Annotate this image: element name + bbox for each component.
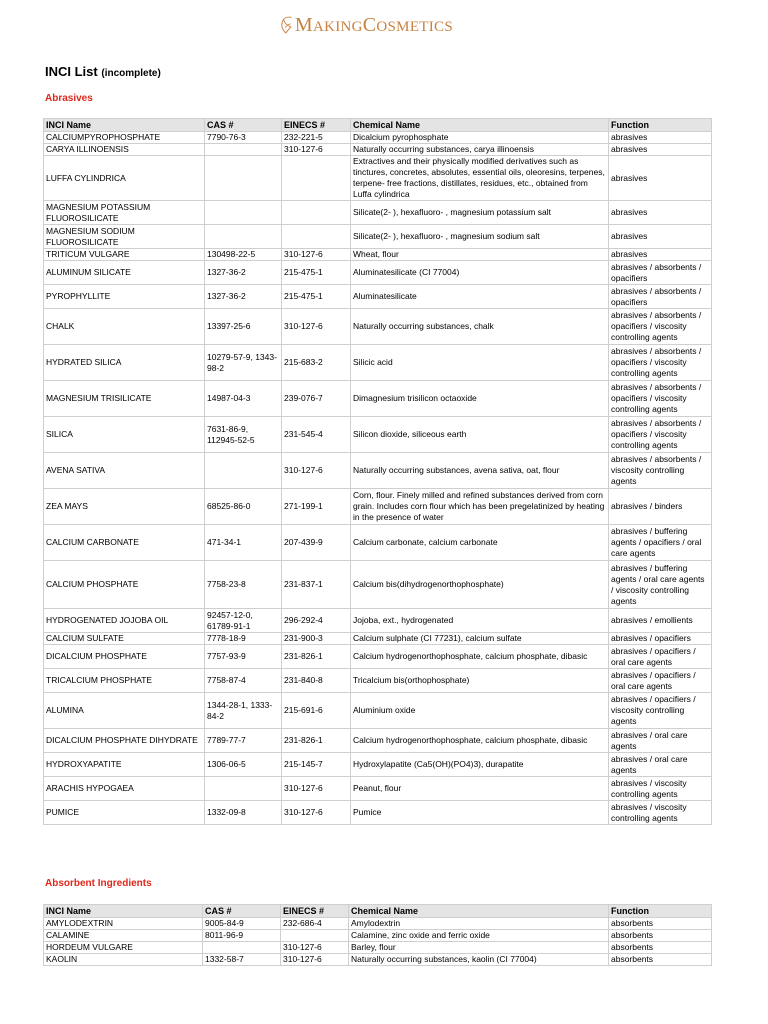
- abrasives-table-body: [44, 132, 712, 825]
- cas-cell: 13397-25-6: [205, 309, 282, 345]
- chemical-name-cell: Aluminium oxide: [351, 693, 609, 729]
- einecs-cell: 207-439-9: [282, 525, 351, 561]
- einecs-cell: 239-076-7: [282, 381, 351, 417]
- einecs-cell: 310-127-6: [282, 777, 351, 801]
- function-cell: abrasives / opacifiers / oral care agents: [609, 669, 712, 693]
- function-cell: abrasives: [609, 225, 712, 249]
- absorbents-table: [43, 904, 712, 966]
- column-header-cas: CAS #: [203, 905, 281, 918]
- einecs-cell: 310-127-6: [281, 954, 349, 966]
- function-cell: abrasives / oral care agents: [609, 729, 712, 753]
- einecs-cell: [281, 930, 349, 942]
- inci-name-cell: MAGNESIUM TRISILICATE: [44, 381, 205, 417]
- chemical-name-cell: Barley, flour: [349, 942, 609, 954]
- function-cell: abrasives / absorbents / viscosity controlling agents: [609, 453, 712, 489]
- table-row: [44, 489, 712, 525]
- inci-name-cell: HYDROGENATED JOJOBA OIL: [44, 609, 205, 633]
- cas-cell: [205, 453, 282, 489]
- table-row: [44, 645, 712, 669]
- chemical-name-cell: Tricalcium bis(orthophosphate): [351, 669, 609, 693]
- table-row: [44, 525, 712, 561]
- table-row: [44, 453, 712, 489]
- chemical-name-cell: Jojoba, ext., hydrogenated: [351, 609, 609, 633]
- chemical-name-cell: Naturally occurring substances, carya illinoensis: [351, 144, 609, 156]
- inci-name-cell: CALCIUMPYROPHOSPHATE: [44, 132, 205, 144]
- function-cell: abrasives / emollients: [609, 609, 712, 633]
- inci-name-cell: HYDROXYAPATITE: [44, 753, 205, 777]
- table-row: [44, 201, 712, 225]
- einecs-cell: [282, 201, 351, 225]
- inci-name-cell: HORDEUM VULGARE: [44, 942, 203, 954]
- chemical-name-cell: Calcium hydrogenorthophosphate, calcium phosphate, dibasic: [351, 645, 609, 669]
- cas-cell: 7631-86-9, 112945-52-5: [205, 417, 282, 453]
- page-subtitle: (incomplete): [101, 68, 161, 79]
- inci-name-cell: PUMICE: [44, 801, 205, 825]
- table-row: [44, 954, 712, 966]
- chemical-name-cell: Naturally occurring substances, chalk: [351, 309, 609, 345]
- table-row: [44, 753, 712, 777]
- inci-name-cell: DICALCIUM PHOSPHATE DIHYDRATE: [44, 729, 205, 753]
- chemical-name-cell: Aluminatesilicate (CI 77004): [351, 261, 609, 285]
- einecs-cell: 231-826-1: [282, 645, 351, 669]
- inci-name-cell: ALUMINA: [44, 693, 205, 729]
- section-title-abrasives: Abrasives: [45, 93, 93, 104]
- column-header-einecs: EINECS #: [281, 905, 349, 918]
- inci-name-cell: CHALK: [44, 309, 205, 345]
- inci-name-cell: AVENA SATIVA: [44, 453, 205, 489]
- function-cell: abrasives / buffering agents / oral care agents / viscosity controlling agents: [609, 561, 712, 609]
- column-header-cas: CAS #: [205, 119, 282, 132]
- page-title-text: INCI List: [45, 64, 98, 79]
- inci-name-cell: ZEA MAYS: [44, 489, 205, 525]
- einecs-cell: 310-127-6: [282, 801, 351, 825]
- inci-name-cell: ALUMINUM SILICATE: [44, 261, 205, 285]
- inci-name-cell: CARYA ILLINOENSIS: [44, 144, 205, 156]
- function-cell: abrasives / absorbents / opacifiers: [609, 285, 712, 309]
- function-cell: abrasives / viscosity controlling agents: [609, 801, 712, 825]
- cas-cell: 10279-57-9, 1343-98-2: [205, 345, 282, 381]
- cas-cell: 9005-84-9: [203, 918, 281, 930]
- einecs-cell: 296-292-4: [282, 609, 351, 633]
- einecs-cell: 231-545-4: [282, 417, 351, 453]
- chemical-name-cell: Aluminatesilicate: [351, 285, 609, 309]
- table-row: [44, 381, 712, 417]
- table-row: [44, 561, 712, 609]
- column-header-function: Function: [609, 905, 712, 918]
- inci-name-cell: LUFFA CYLINDRICA: [44, 156, 205, 201]
- cas-cell: 14987-04-3: [205, 381, 282, 417]
- cas-cell: 1327-36-2: [205, 285, 282, 309]
- einecs-cell: 310-127-6: [282, 144, 351, 156]
- function-cell: abrasives / absorbents / opacifiers / viscosity controlling agents: [609, 381, 712, 417]
- cas-cell: 1327-36-2: [205, 261, 282, 285]
- chemical-name-cell: Dicalcium pyrophosphate: [351, 132, 609, 144]
- section-title-absorbents: Absorbent Ingredients: [45, 878, 152, 889]
- inci-name-cell: CALCIUM CARBONATE: [44, 525, 205, 561]
- einecs-cell: 231-900-3: [282, 633, 351, 645]
- einecs-cell: 232-221-5: [282, 132, 351, 144]
- chemical-name-cell: Calcium carbonate, calcium carbonate: [351, 525, 609, 561]
- chemical-name-cell: Naturally occurring substances, kaolin (CI 77004): [349, 954, 609, 966]
- cas-cell: 1332-09-8: [205, 801, 282, 825]
- function-cell: absorbents: [609, 918, 712, 930]
- makingcosmetics-logo: [278, 8, 453, 42]
- function-cell: abrasives / oral care agents: [609, 753, 712, 777]
- einecs-cell: 310-127-6: [281, 942, 349, 954]
- function-cell: abrasives / viscosity controlling agents: [609, 777, 712, 801]
- inci-name-cell: KAOLIN: [44, 954, 203, 966]
- cas-cell: 7789-77-7: [205, 729, 282, 753]
- table-row: [44, 225, 712, 249]
- table-row: [44, 132, 712, 144]
- chemical-name-cell: Amylodextrin: [349, 918, 609, 930]
- cas-cell: [205, 777, 282, 801]
- chemical-name-cell: Calcium hydrogenorthophosphate, calcium phosphate, dibasic: [351, 729, 609, 753]
- cas-cell: [205, 225, 282, 249]
- einecs-cell: 231-826-1: [282, 729, 351, 753]
- einecs-cell: 215-475-1: [282, 261, 351, 285]
- chemical-name-cell: Silicic acid: [351, 345, 609, 381]
- table-row: [44, 417, 712, 453]
- cas-cell: 8011-96-9: [203, 930, 281, 942]
- function-cell: absorbents: [609, 930, 712, 942]
- function-cell: abrasives / absorbents / opacifiers / viscosity controlling agents: [609, 417, 712, 453]
- table-row: [44, 729, 712, 753]
- table-row: [44, 930, 712, 942]
- cas-cell: 1344-28-1, 1333-84-2: [205, 693, 282, 729]
- function-cell: abrasives: [609, 144, 712, 156]
- column-header-einecs: EINECS #: [282, 119, 351, 132]
- absorbents-table-body: [44, 918, 712, 966]
- inci-name-cell: ARACHIS HYPOGAEA: [44, 777, 205, 801]
- table-row: [44, 777, 712, 801]
- table-row: [44, 345, 712, 381]
- chemical-name-cell: Calcium bis(dihydrogenorthophosphate): [351, 561, 609, 609]
- function-cell: abrasives: [609, 132, 712, 144]
- function-cell: abrasives / absorbents / opacifiers / viscosity controlling agents: [609, 345, 712, 381]
- brand-name: MAKINGCOSMETICS: [294, 13, 453, 36]
- function-cell: absorbents: [609, 942, 712, 954]
- function-cell: abrasives: [609, 201, 712, 225]
- inci-name-cell: CALCIUM SULFATE: [44, 633, 205, 645]
- inci-name-cell: SILICA: [44, 417, 205, 453]
- einecs-cell: 271-199-1: [282, 489, 351, 525]
- chemical-name-cell: Calamine, zinc oxide and ferric oxide: [349, 930, 609, 942]
- cas-cell: 1306-06-5: [205, 753, 282, 777]
- column-header-inci-name: INCI Name: [44, 905, 203, 918]
- column-header-chemical-name: Chemical Name: [351, 119, 609, 132]
- chemical-name-cell: Wheat, flour: [351, 249, 609, 261]
- cas-cell: 68525-86-0: [205, 489, 282, 525]
- inci-name-cell: TRICALCIUM PHOSPHATE: [44, 669, 205, 693]
- inci-name-cell: CALCIUM PHOSPHATE: [44, 561, 205, 609]
- table-row: [44, 249, 712, 261]
- einecs-cell: 310-127-6: [282, 309, 351, 345]
- cas-cell: [205, 144, 282, 156]
- chemical-name-cell: Silicon dioxide, siliceous earth: [351, 417, 609, 453]
- inci-name-cell: CALAMINE: [44, 930, 203, 942]
- einecs-cell: 215-683-2: [282, 345, 351, 381]
- einecs-cell: 310-127-6: [282, 249, 351, 261]
- chemical-name-cell: Naturally occurring substances, avena sativa, oat, flour: [351, 453, 609, 489]
- table-row: [44, 942, 712, 954]
- einecs-cell: 215-691-6: [282, 693, 351, 729]
- function-cell: abrasives / opacifiers: [609, 633, 712, 645]
- column-header-chemical-name: Chemical Name: [349, 905, 609, 918]
- table-row: [44, 144, 712, 156]
- cas-cell: 7778-18-9: [205, 633, 282, 645]
- chemical-name-cell: Calcium sulphate (CI 77231), calcium sulfate: [351, 633, 609, 645]
- cas-cell: 92457-12-0, 61789-91-1: [205, 609, 282, 633]
- leaf-logo-icon: [278, 10, 294, 40]
- einecs-cell: 231-837-1: [282, 561, 351, 609]
- function-cell: absorbents: [609, 954, 712, 966]
- table-row: [44, 285, 712, 309]
- table-row: [44, 693, 712, 729]
- function-cell: abrasives / absorbents / opacifiers: [609, 261, 712, 285]
- table-row: [44, 609, 712, 633]
- inci-name-cell: MAGNESIUM POTASSIUM FLUOROSILICATE: [44, 201, 205, 225]
- chemical-name-cell: Pumice: [351, 801, 609, 825]
- table-row: [44, 309, 712, 345]
- einecs-cell: [282, 156, 351, 201]
- function-cell: abrasives: [609, 156, 712, 201]
- function-cell: abrasives / buffering agents / opacifiers / oral care agents: [609, 525, 712, 561]
- table-row: [44, 801, 712, 825]
- table-header-row: [44, 905, 712, 918]
- cas-cell: 1332-58-7: [203, 954, 281, 966]
- table-row: [44, 669, 712, 693]
- chemical-name-cell: Silicate(2- ), hexafluoro- , magnesium sodium salt: [351, 225, 609, 249]
- einecs-cell: 232-686-4: [281, 918, 349, 930]
- chemical-name-cell: Hydroxylapatite (Ca5(OH)(PO4)3), durapatite: [351, 753, 609, 777]
- cas-cell: 7758-87-4: [205, 669, 282, 693]
- inci-name-cell: MAGNESIUM SODIUM FLUOROSILICATE: [44, 225, 205, 249]
- chemical-name-cell: Extractives and their physically modified derivatives such as tinctures, concretes, absolutes, essential oils, oleoresins, terpenes, terpene- free fractions, distillates, residues, etc., obtained from Luffa cylindrica: [351, 156, 609, 201]
- function-cell: abrasives / opacifiers / oral care agents: [609, 645, 712, 669]
- cas-cell: 7757-93-9: [205, 645, 282, 669]
- abrasives-table: [43, 118, 712, 825]
- inci-name-cell: AMYLODEXTRIN: [44, 918, 203, 930]
- table-row: [44, 156, 712, 201]
- chemical-name-cell: Silicate(2- ), hexafluoro- , magnesium potassium salt: [351, 201, 609, 225]
- cas-cell: [205, 201, 282, 225]
- inci-name-cell: DICALCIUM PHOSPHATE: [44, 645, 205, 669]
- column-header-inci-name: INCI Name: [44, 119, 205, 132]
- cas-cell: 471-34-1: [205, 525, 282, 561]
- table-row: [44, 918, 712, 930]
- function-cell: abrasives: [609, 249, 712, 261]
- table-row: [44, 633, 712, 645]
- einecs-cell: [282, 225, 351, 249]
- page-title: [45, 64, 161, 79]
- table-header-row: [44, 119, 712, 132]
- inci-name-cell: HYDRATED SILICA: [44, 345, 205, 381]
- cas-cell: [205, 156, 282, 201]
- chemical-name-cell: Dimagnesium trisilicon octaoxide: [351, 381, 609, 417]
- function-cell: abrasives / absorbents / opacifiers / viscosity controlling agents: [609, 309, 712, 345]
- cas-cell: [203, 942, 281, 954]
- einecs-cell: 215-475-1: [282, 285, 351, 309]
- table-row: [44, 261, 712, 285]
- cas-cell: 7758-23-8: [205, 561, 282, 609]
- function-cell: abrasives / opacifiers / viscosity controlling agents: [609, 693, 712, 729]
- einecs-cell: 215-145-7: [282, 753, 351, 777]
- inci-name-cell: PYROPHYLLITE: [44, 285, 205, 309]
- cas-cell: 130498-22-5: [205, 249, 282, 261]
- einecs-cell: 231-840-8: [282, 669, 351, 693]
- einecs-cell: 310-127-6: [282, 453, 351, 489]
- function-cell: abrasives / binders: [609, 489, 712, 525]
- chemical-name-cell: Corn, flour. Finely milled and refined substances derived from corn grain. Includes corn flour which has been pregelatinized by heating in the presence of water: [351, 489, 609, 525]
- column-header-function: Function: [609, 119, 712, 132]
- chemical-name-cell: Peanut, flour: [351, 777, 609, 801]
- cas-cell: 7790-76-3: [205, 132, 282, 144]
- inci-name-cell: TRITICUM VULGARE: [44, 249, 205, 261]
